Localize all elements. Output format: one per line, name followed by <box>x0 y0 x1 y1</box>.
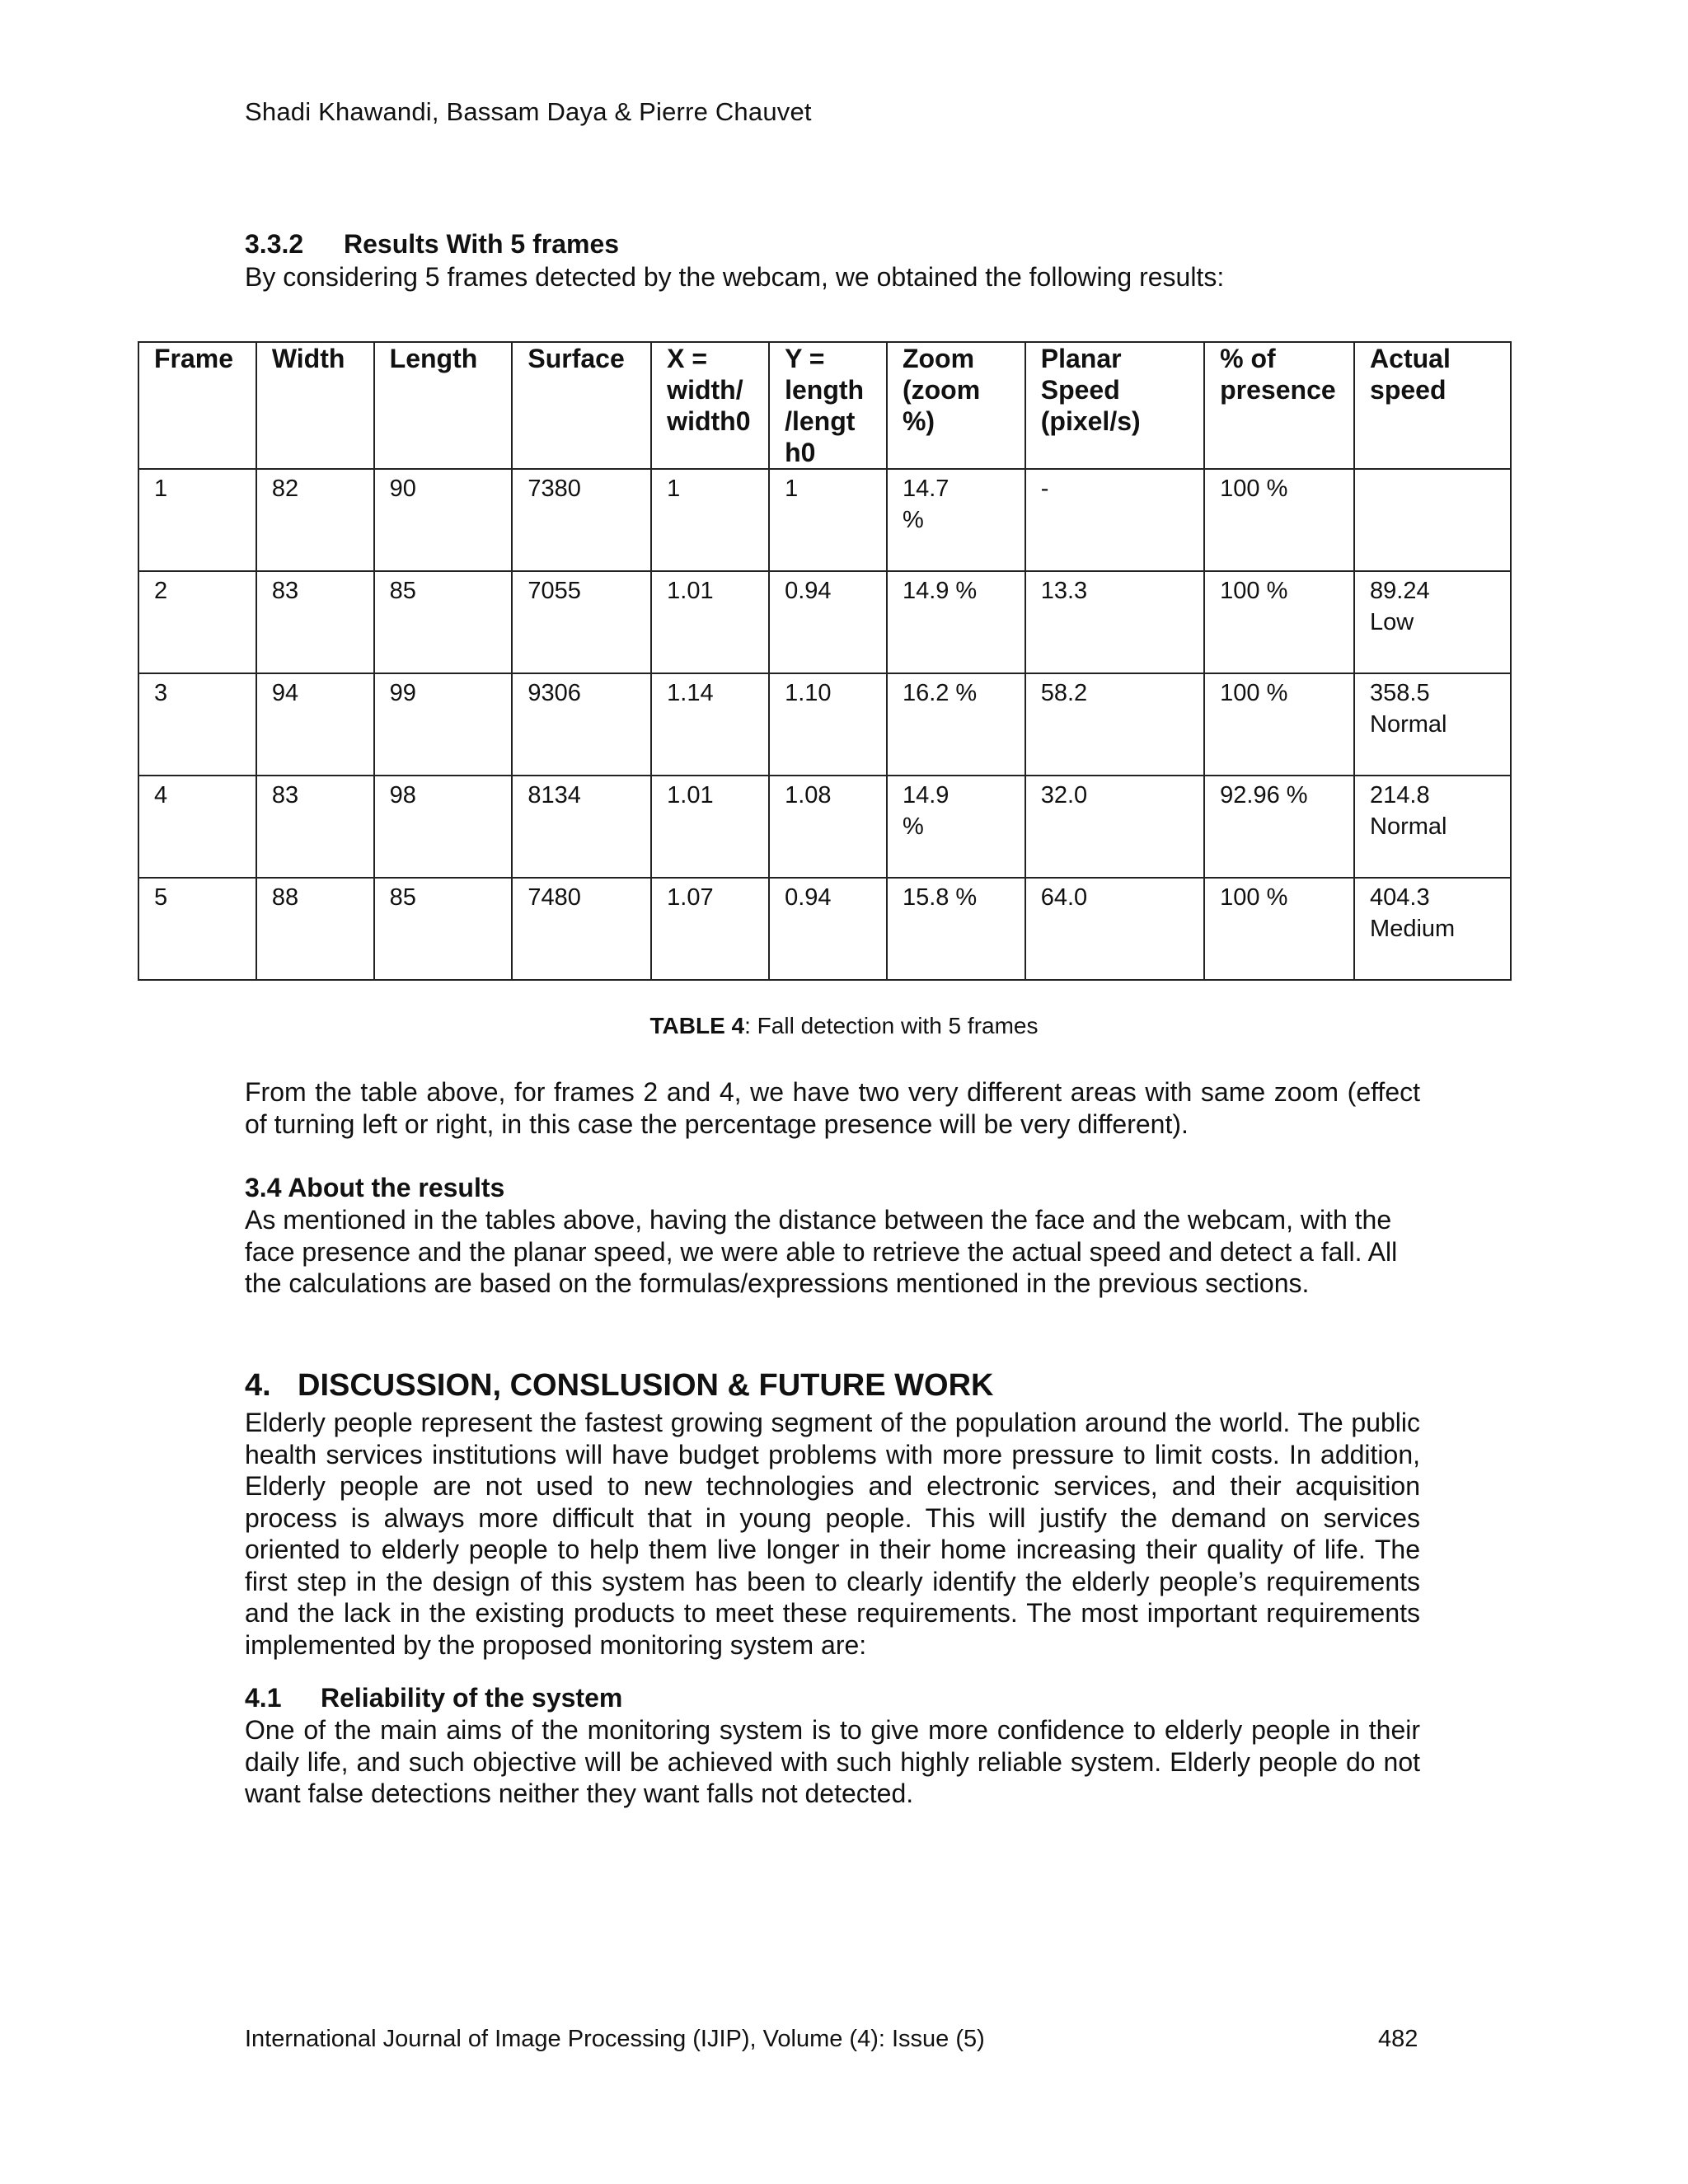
cell-y-ratio: 1.08 <box>769 776 887 878</box>
cell-surface: 7380 <box>512 469 651 571</box>
cell-actual-speed: 214.8 Normal <box>1354 776 1511 878</box>
section-heading-4-1 <box>245 1683 622 1713</box>
cell-zoom: 14.9 % <box>887 571 1025 673</box>
cell-width: 88 <box>256 878 374 980</box>
cell-x-ratio: 1.01 <box>651 571 769 673</box>
cell-y-ratio: 1 <box>769 469 887 571</box>
column-header-y-ratio: Y = length /lengt h0 <box>769 342 887 469</box>
cell-presence: 100 % <box>1204 878 1354 980</box>
column-header-actual-speed: Actual speed <box>1354 342 1511 469</box>
cell-presence: 92.96 % <box>1204 776 1354 878</box>
column-header-presence: % of presence <box>1204 342 1354 469</box>
section-number: 3.3.2 <box>245 229 304 259</box>
cell-zoom: 16.2 % <box>887 673 1025 776</box>
cell-length: 85 <box>374 878 513 980</box>
cell-planar-speed: 32.0 <box>1025 776 1204 878</box>
cell-zoom: 15.8 % <box>887 878 1025 980</box>
column-header-zoom: Zoom (zoom %) <box>887 342 1025 469</box>
section-number: 4. <box>245 1368 271 1403</box>
cell-width: 83 <box>256 776 374 878</box>
cell-surface: 7480 <box>512 878 651 980</box>
section-number: 4.1 <box>245 1683 282 1713</box>
reliability-paragraph: One of the main aims of the monitoring system is to give more confidence to elderly people in their daily life, and such objective will be achieved with such highly reliable system. Elderly people do not want false detections neither they want falls not detected. <box>245 1715 1420 1808</box>
cell-actual-speed: 89.24 Low <box>1354 571 1511 673</box>
cell-x-ratio: 1.07 <box>651 878 769 980</box>
table-row <box>138 776 1511 878</box>
cell-actual-speed <box>1354 469 1511 571</box>
cell-x-ratio: 1 <box>651 469 769 571</box>
caption-text: : Fall detection with 5 frames <box>744 1013 1039 1038</box>
column-header-planar-speed: Planar Speed (pixel/s) <box>1025 342 1204 469</box>
section-title: Reliability of the system <box>321 1683 623 1713</box>
table-row <box>138 469 1511 571</box>
cell-frame: 3 <box>138 673 256 776</box>
table-discussion-paragraph: From the table above, for frames 2 and 4, we have two very different areas with same zoom (effect of turning left or right, in this case the percentage presence will be very different). <box>245 1077 1420 1139</box>
cell-frame: 1 <box>138 469 256 571</box>
cell-frame: 4 <box>138 776 256 878</box>
cell-width: 94 <box>256 673 374 776</box>
cell-length: 98 <box>374 776 513 878</box>
column-header-length: Length <box>374 342 513 469</box>
cell-length: 85 <box>374 571 513 673</box>
section-title: DISCUSSION, CONSLUSION & FUTURE WORK <box>298 1368 994 1403</box>
cell-frame: 5 <box>138 878 256 980</box>
table-row <box>138 878 1511 980</box>
cell-length: 90 <box>374 469 513 571</box>
section-heading-3-3-2 <box>245 229 619 260</box>
caption-label: TABLE 4 <box>649 1013 745 1038</box>
cell-planar-speed: 13.3 <box>1025 571 1204 673</box>
cell-length: 99 <box>374 673 513 776</box>
cell-planar-speed: 58.2 <box>1025 673 1204 776</box>
discussion-paragraph: Elderly people represent the fastest growing segment of the population around the world. The public health services institutions will have budget problems with more pressure to limit costs. In addition, Elderly people are not used to new technologies and electronic services, and their acquisition process is always more difficult that in young people. This will justify the demand on services oriented to elderly people to help them live longer in their home increasing their quality of life. The first step in the design of this system has been to clearly identify the elderly people’s requirements and the lack in the existing products to meet these requirements. The most important requirements implemented by the proposed monitoring system are: <box>245 1408 1420 1660</box>
cell-surface: 7055 <box>512 571 651 673</box>
cell-presence: 100 % <box>1204 571 1354 673</box>
section-heading-4 <box>245 1368 993 1404</box>
cell-actual-speed: 358.5 Normal <box>1354 673 1511 776</box>
cell-x-ratio: 1.01 <box>651 776 769 878</box>
cell-presence: 100 % <box>1204 469 1354 571</box>
cell-zoom: 14.9 % <box>887 776 1025 878</box>
cell-width: 83 <box>256 571 374 673</box>
cell-presence: 100 % <box>1204 673 1354 776</box>
cell-y-ratio: 0.94 <box>769 878 887 980</box>
table-row <box>138 673 1511 776</box>
cell-surface: 8134 <box>512 776 651 878</box>
table-header-row <box>138 342 1511 469</box>
results-paragraph: As mentioned in the tables above, having the distance between the face and the webcam, with the face presence and the planar speed, we were able to retrieve the actual speed and detect a fall. All the calculations are based on the formulas/expressions mentioned in the previous sections. <box>245 1205 1398 1298</box>
column-header-x-ratio: X = width/ width0 <box>651 342 769 469</box>
cell-planar-speed: 64.0 <box>1025 878 1204 980</box>
cell-width: 82 <box>256 469 374 571</box>
cell-planar-speed: - <box>1025 469 1204 571</box>
page-number: 482 <box>1378 2026 1418 2052</box>
column-header-width: Width <box>256 342 374 469</box>
cell-zoom: 14.7 % <box>887 469 1025 571</box>
journal-footer: International Journal of Image Processing (IJIP), Volume (4): Issue (5) <box>245 2026 985 2052</box>
cell-x-ratio: 1.14 <box>651 673 769 776</box>
running-header: Shadi Khawandi, Bassam Daya & Pierre Chauvet <box>245 97 812 126</box>
table-row <box>138 571 1511 673</box>
cell-actual-speed: 404.3 Medium <box>1354 878 1511 980</box>
column-header-surface: Surface <box>512 342 651 469</box>
cell-y-ratio: 0.94 <box>769 571 887 673</box>
results-table <box>138 341 1512 981</box>
section-title: Results With 5 frames <box>344 229 620 259</box>
cell-surface: 9306 <box>512 673 651 776</box>
column-header-frame: Frame <box>138 342 256 469</box>
table-caption <box>0 1013 1688 1039</box>
cell-frame: 2 <box>138 571 256 673</box>
cell-y-ratio: 1.10 <box>769 673 887 776</box>
section-intro: By considering 5 frames detected by the webcam, we obtained the following results: <box>245 262 1225 292</box>
section-heading-3-4: 3.4 About the results <box>245 1173 505 1202</box>
